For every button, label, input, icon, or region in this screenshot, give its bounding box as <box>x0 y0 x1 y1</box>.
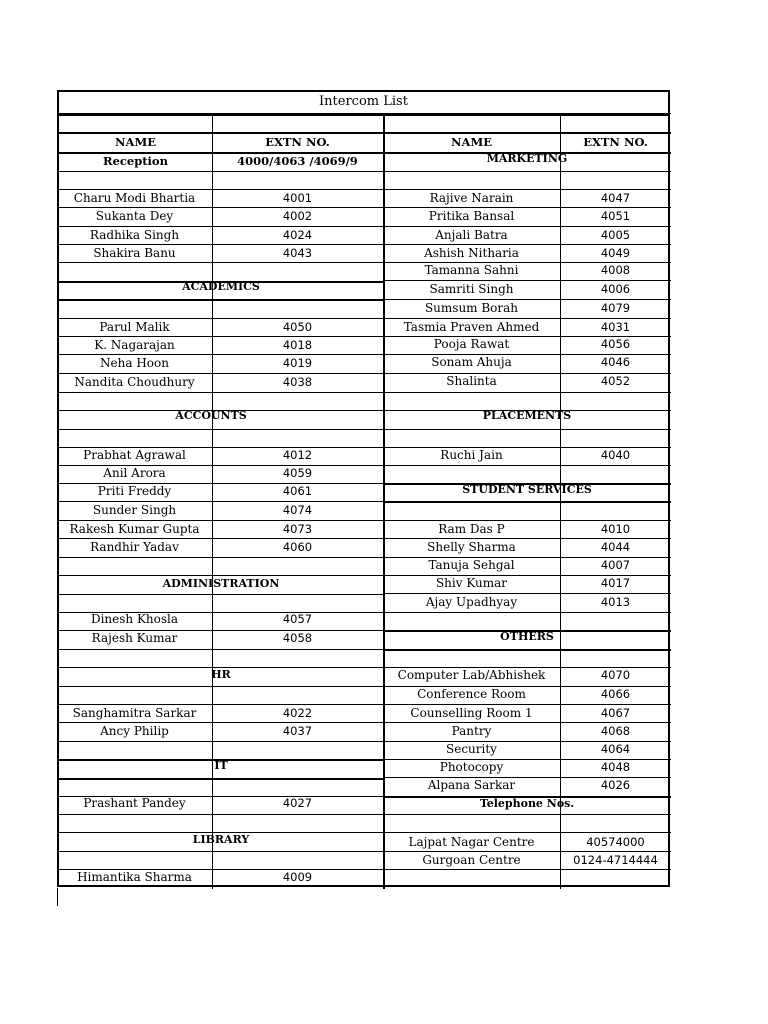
grid-line <box>383 280 671 281</box>
entry-name: Alpana Sarkar <box>427 778 516 792</box>
entry-extn: 4024 <box>282 228 313 242</box>
entry-extn: 4048 <box>600 760 631 774</box>
grid-line <box>59 189 383 190</box>
entry-extn: 4040 <box>600 448 631 462</box>
grid-line <box>383 113 671 114</box>
entry-extn: 4059 <box>282 466 313 480</box>
grid-line <box>59 336 383 337</box>
entry-extn: 4058 <box>282 631 313 645</box>
grid-line <box>59 594 383 595</box>
entry-extn: 4031 <box>600 320 631 334</box>
entry-extn: 4074 <box>282 503 313 517</box>
grid-line <box>383 501 671 503</box>
entry-name: Parul Malik <box>99 320 170 334</box>
column-header-extn: EXTN NO. <box>265 135 330 149</box>
grid-line <box>59 171 383 172</box>
entry-name: Neha Hoon <box>100 356 169 370</box>
grid-line <box>383 869 671 870</box>
grid-line <box>383 171 671 172</box>
entry-name: Shiv Kumar <box>435 576 508 590</box>
entry-name: Lajpat Nagar Centre <box>408 835 535 849</box>
entry-name: Sumsum Borah <box>424 301 519 315</box>
entry-extn: 4018 <box>282 338 313 352</box>
entry-extn: 4061 <box>282 484 313 498</box>
entry-name: Rakesh Kumar Gupta <box>69 522 200 536</box>
column-header-name: NAME <box>115 135 156 149</box>
entry-name: Prabhat Agrawal <box>83 448 186 462</box>
intercom-sheet <box>57 90 670 887</box>
entry-extn: 4006 <box>600 282 631 296</box>
entry-name: Charu Modi Bhartia <box>73 191 196 205</box>
entry-name: Ruchi Jain <box>440 448 503 462</box>
entry-name: Rajesh Kumar <box>91 631 178 645</box>
entry-name: Tamanna Sahni <box>424 263 519 277</box>
section-title: ADMINISTRATION <box>162 577 280 590</box>
grid-line <box>383 132 671 134</box>
section-title: HR <box>211 668 231 681</box>
entry-name: Pooja Rawat <box>433 337 510 351</box>
entry-name: Ancy Philip <box>100 724 169 738</box>
section-title: STUDENT SERVICES <box>462 483 592 496</box>
entry-name: Gurgoan Centre <box>422 853 521 867</box>
grid-line <box>383 832 671 833</box>
entry-name: Nandita Choudhury <box>74 375 195 389</box>
entry-extn: 4046 <box>600 355 631 369</box>
entry-extn: 4049 <box>600 246 631 260</box>
entry-extn: 4002 <box>282 209 313 223</box>
grid-line <box>383 520 671 521</box>
entry-extn: 4043 <box>282 246 313 260</box>
grid-line <box>59 262 383 263</box>
grid-line <box>59 686 383 687</box>
grid-line <box>59 132 383 134</box>
entry-extn: 4026 <box>600 778 631 792</box>
entry-name: Sonam Ahuja <box>431 355 512 369</box>
entry-extn: 4037 <box>282 724 313 738</box>
entry-extn: 4057 <box>282 612 313 626</box>
entry-extn: 4038 <box>282 375 313 389</box>
grid-line <box>59 318 383 319</box>
entry-extn: 4008 <box>600 263 631 277</box>
entry-name: Dinesh Khosla <box>90 612 179 626</box>
margin-mark <box>57 888 58 906</box>
entry-extn: 4010 <box>600 522 631 536</box>
grid-line <box>383 722 671 723</box>
grid-line <box>59 207 383 208</box>
grid-line <box>59 244 383 245</box>
grid-line <box>59 501 383 502</box>
entry-extn: 4001 <box>282 191 313 205</box>
grid-line <box>383 244 671 245</box>
grid-line <box>59 520 383 521</box>
entry-name: Shalinta <box>446 374 497 388</box>
entry-name: Computer Lab/Abhishek <box>397 668 546 682</box>
entry-extn: 4052 <box>600 374 631 388</box>
entry-name: Rajive Narain <box>429 191 514 205</box>
entry-name: Radhika Singh <box>89 228 180 242</box>
entry-extn: 4047 <box>600 191 631 205</box>
entry-extn: 4073 <box>282 522 313 536</box>
grid-line <box>59 851 383 852</box>
section-title: PLACEMENTS <box>482 409 572 422</box>
grid-line <box>59 299 383 301</box>
grid-line <box>383 207 671 208</box>
section-title: ACCOUNTS <box>175 409 247 422</box>
column-header-extn: EXTN NO. <box>583 135 648 149</box>
entry-extn: 4066 <box>600 687 631 701</box>
grid-line <box>59 429 383 430</box>
grid-line <box>383 318 671 319</box>
section-title: MARKETING <box>486 152 568 165</box>
entry-name: Conference Room <box>417 687 526 701</box>
grid-line <box>383 538 671 539</box>
grid-line <box>383 465 671 466</box>
grid-line <box>59 392 383 393</box>
entry-extn: 4060 <box>282 540 313 554</box>
entry-extn: 0124-4714444 <box>573 853 658 867</box>
entry-extn: 40574000 <box>586 835 645 849</box>
section-title: OTHERS <box>500 630 554 643</box>
grid-line <box>383 851 671 852</box>
section-title: Telephone Nos. <box>479 797 575 810</box>
entry-extn: 4019 <box>282 356 313 370</box>
column-header-name: NAME <box>451 135 492 149</box>
entry-extn: 4044 <box>600 540 631 554</box>
grid-line <box>59 226 383 227</box>
entry-extn: 4064 <box>600 742 631 756</box>
grid-line <box>383 226 671 227</box>
entry-extn: 4079 <box>600 301 631 315</box>
entry-name: Tasmia Praven Ahmed <box>403 320 540 334</box>
entry-name: Sunder Singh <box>92 503 177 517</box>
grid-line <box>59 778 383 780</box>
grid-line <box>383 593 671 594</box>
entry-name: Pritika Bansal <box>428 209 515 223</box>
grid-line <box>383 429 671 430</box>
entry-name: Ram Das P <box>438 522 505 536</box>
grid-line <box>59 575 383 576</box>
entry-extn: 4050 <box>282 320 313 334</box>
entry-extn: 4056 <box>600 337 631 351</box>
grid-line <box>383 704 671 705</box>
entry-name: K. Nagarajan <box>94 338 175 352</box>
grid-line <box>59 373 383 374</box>
grid-line <box>59 538 383 539</box>
grid-line <box>383 392 671 393</box>
grid-line <box>59 741 383 742</box>
grid-line <box>383 649 671 651</box>
section-title: ACADEMICS <box>182 280 260 293</box>
entry-name: Randhir Yadav <box>90 540 179 554</box>
entry-name: Counselling Room 1 <box>410 706 533 720</box>
entry-extn: 4012 <box>282 448 313 462</box>
grid-line <box>383 814 671 815</box>
entry-name: Priti Freddy <box>97 484 172 498</box>
page-title: Intercom List <box>59 92 668 116</box>
entry-extn: 4007 <box>600 558 631 572</box>
grid-line <box>383 299 671 300</box>
entry-extn: 4005 <box>600 228 631 242</box>
entry-name: Shelly Sharma <box>427 540 516 554</box>
reception-extn: 4000/4063 /4069/9 <box>237 154 358 168</box>
entry-name: Anjali Batra <box>435 228 508 242</box>
entry-name: Tanuja Sehgal <box>428 558 515 572</box>
entry-name: Prashant Pandey <box>83 796 186 810</box>
entry-extn: 4070 <box>600 668 631 682</box>
entry-extn: 4068 <box>600 724 631 738</box>
entry-extn: 4051 <box>600 209 631 223</box>
grid-line <box>383 612 671 613</box>
grid-line <box>59 704 383 705</box>
entry-extn: 4067 <box>600 706 631 720</box>
entry-name: Sukanta Dey <box>95 209 174 223</box>
grid-line <box>59 557 383 558</box>
entry-name: Sanghamitra Sarkar <box>72 706 197 720</box>
grid-line <box>59 722 383 723</box>
grid-line <box>59 814 383 815</box>
entry-name: Ashish Nitharia <box>424 246 519 260</box>
entry-extn: 4027 <box>282 796 313 810</box>
entry-name: Security <box>446 742 497 756</box>
grid-line <box>383 189 671 190</box>
entry-name: Himantika Sharma <box>77 870 192 884</box>
entry-name: Anil Arora <box>103 466 166 480</box>
reception-label: Reception <box>103 154 168 168</box>
entry-extn: 4009 <box>282 870 313 884</box>
entry-name: Photocopy <box>439 760 504 774</box>
section-title: LIBRARY <box>192 833 250 846</box>
entry-name: Ajay Upadhyay <box>425 595 518 609</box>
entry-extn: 4017 <box>600 576 631 590</box>
entry-name: Pantry <box>451 724 492 738</box>
entry-extn: 4022 <box>282 706 313 720</box>
grid-line <box>59 113 383 114</box>
grid-line <box>59 354 383 355</box>
entry-name: Shakira Banu <box>93 246 176 260</box>
entry-name: Samriti Singh <box>429 282 514 296</box>
entry-extn: 4013 <box>600 595 631 609</box>
section-title: IT <box>214 759 228 772</box>
grid-line <box>59 649 383 650</box>
